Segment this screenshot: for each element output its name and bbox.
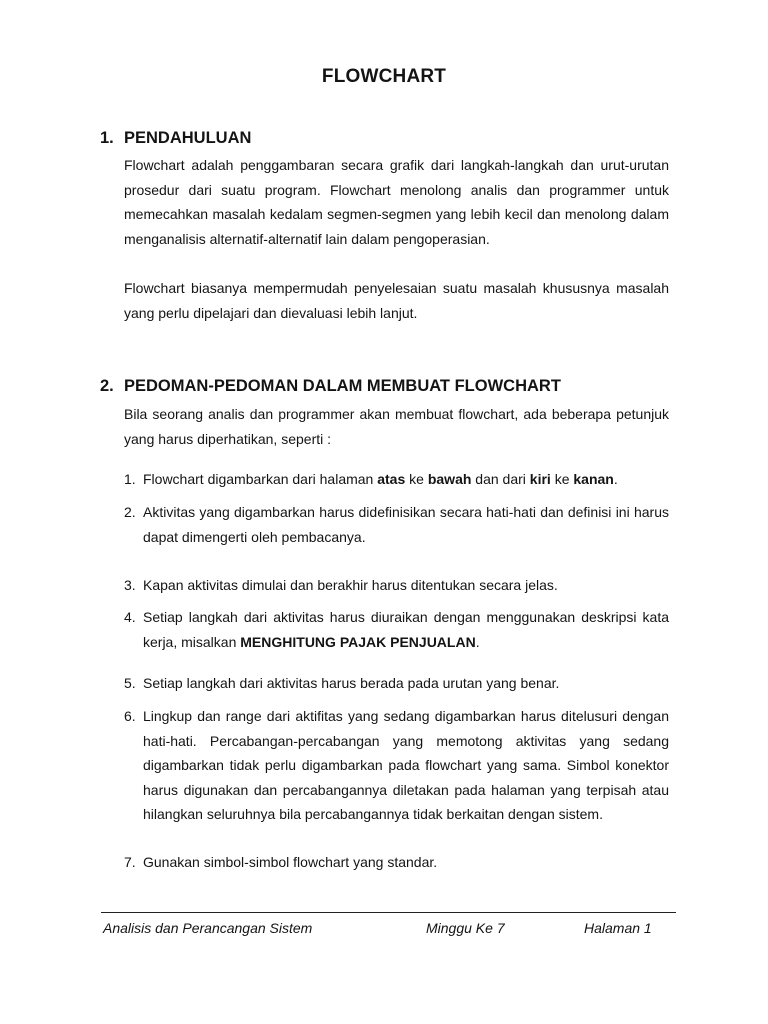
list-text: Flowchart digambarkan dari halaman atas ke bawah dan dari kiri ke kanan. [143, 471, 618, 487]
list-text: Kapan aktivitas dimulai dan berakhir harus ditentukan secara jelas. [143, 577, 558, 593]
list-item [124, 467, 669, 492]
list-number: 6. [124, 708, 136, 724]
list-number: 5. [124, 675, 136, 691]
list-text: Lingkup dan range dari aktifitas yang sedang digambarkan harus ditelusuri dengan hati-hati. Percabangan-percabangan yang memotong aktivitas yang sedang digambarkan tidak perlu digambarkan pada flowchart yang sama. Simbol konektor harus digunakan dan percabangannya diletakan pada halaman yang terpisah atau hilangkan seluruhnya bila percabangannya tidak berkaitan dengan sistem. [143, 708, 669, 822]
list-number: 3. [124, 577, 136, 593]
list-text: Aktivitas yang digambarkan harus didefinisikan secara hati-hati dan definisi ini harus dapat dimengerti oleh pembacanya. [143, 504, 669, 545]
list-text: Setiap langkah dari aktivitas harus diuraikan dengan menggunakan deskripsi kata kerja, misalkan MENGHITUNG PAJAK PENJUALAN. [143, 609, 669, 650]
paragraph: Flowchart biasanya mempermudah penyelesaian suatu masalah khususnya masalah yang perlu dipelajari dan dievaluasi lebih lanjut. [124, 280, 669, 321]
footer-page-number: Halaman 1 [584, 920, 652, 936]
section-number: 2. [100, 377, 114, 395]
section-title: PEDOMAN-PEDOMAN DALAM MEMBUAT FLOWCHART [124, 377, 561, 395]
list-item [124, 850, 669, 875]
list-number: 7. [124, 854, 136, 870]
list-item [124, 573, 669, 598]
list-item [124, 671, 669, 696]
list-number: 2. [124, 504, 136, 520]
paragraph: Flowchart adalah penggambaran secara grafik dari langkah-langkah dan urut-urutan prosedur dari suatu program. Flowchart menolong analis dan programmer untuk memecahkan masalah kedalam segmen-segmen yang lebih kecil dan menolong dalam menganalisis alternatif-alternatif lain dalam pengoperasian. [124, 157, 669, 247]
section-heading-pendahuluan [100, 129, 251, 148]
section-number: 1. [100, 129, 114, 147]
paragraph: Bila seorang analis dan programmer akan membuat flowchart, ada beberapa petunjuk yang harus diperhatikan, seperti : [124, 406, 669, 447]
page-title: FLOWCHART [321, 66, 447, 87]
list-number: 1. [124, 471, 136, 487]
list-text: Setiap langkah dari aktivitas harus berada pada urutan yang benar. [143, 675, 560, 691]
section-title: PENDAHULUAN [124, 129, 252, 147]
section-heading-pedoman [100, 377, 561, 396]
footer-divider [101, 912, 676, 913]
list-number: 4. [124, 609, 136, 625]
list-item [124, 704, 669, 827]
footer-course: Analisis dan Perancangan Sistem [103, 920, 313, 936]
list-text: Gunakan simbol-simbol flowchart yang standar. [143, 854, 438, 870]
list-item [124, 605, 669, 654]
footer-week: Minggu Ke 7 [426, 920, 505, 936]
list-item [124, 500, 669, 549]
